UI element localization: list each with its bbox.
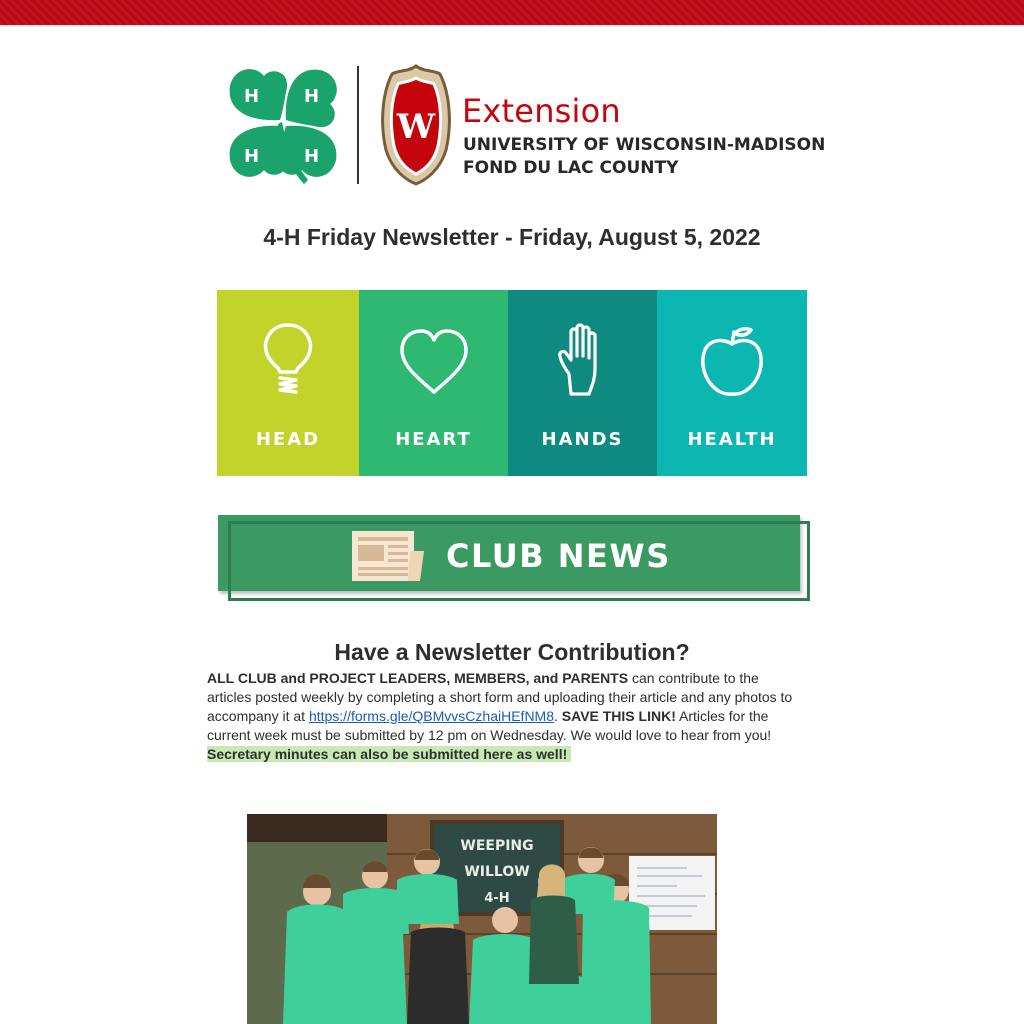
tile-hands	[508, 290, 657, 476]
uw-crest-logo	[378, 64, 454, 186]
clover-letter-1: H	[244, 86, 260, 107]
newspaper-icon	[352, 529, 424, 585]
tile-health	[657, 290, 807, 476]
contribution-text-1: can contribute to the articles posted weekly by completing a short form and uploading their article and any photos to accompany it at	[207, 670, 793, 724]
four-h-clover-logo	[222, 62, 344, 186]
sign-line-1: WEEPING	[460, 838, 534, 854]
logo-divider	[357, 66, 359, 184]
club-news-banner	[218, 515, 810, 603]
clover-letter-2: H	[304, 86, 320, 107]
tile-heart	[359, 290, 508, 476]
contribution-text-3: Articles for the current week must be submitted by 12 pm on Wednesday. We would love to hear from you!	[207, 708, 772, 743]
university-name: UNIVERSITY OF WISCONSIN-MADISON	[463, 135, 826, 155]
sign-line-2: WILLOW	[464, 864, 530, 880]
tile-hands-label: HANDS	[541, 429, 624, 450]
save-link-callout: SAVE THIS LINK!	[561, 708, 676, 724]
crest-letter: W	[396, 107, 436, 147]
secretary-minutes-highlight: Secretary minutes can also be submitted here as well!	[207, 746, 571, 762]
banner-label: CLUB NEWS	[446, 537, 671, 575]
four-h-pillars-graphic	[217, 290, 807, 476]
contribution-heading: Have a Newsletter Contribution?	[334, 639, 690, 665]
hand-icon	[557, 322, 609, 398]
county-name: FOND DU LAC COUNTY	[463, 158, 679, 178]
sign-line-3: 4-H	[484, 891, 510, 906]
contribution-body	[207, 669, 807, 764]
contribution-text-2: .	[554, 708, 562, 724]
lightbulb-icon	[260, 322, 316, 402]
clover-letter-4: H	[304, 146, 320, 167]
header-logo	[222, 62, 826, 188]
contribution-bold-intro: ALL CLUB and PROJECT LEADERS, MEMBERS, and PARENTS	[207, 670, 629, 686]
group-photo-illustration	[247, 814, 717, 1024]
tile-health-label: HEALTH	[687, 429, 777, 450]
extension-wordmark: Extension	[462, 92, 621, 130]
contribution-form-link[interactable]: https://forms.gle/QBMvvsCzhaiHEfNM8	[308, 708, 554, 724]
heart-icon	[398, 328, 470, 398]
top-bar-edge	[0, 25, 1024, 27]
tile-head-label: HEAD	[255, 429, 321, 450]
tile-heart-label: HEART	[395, 429, 472, 450]
clover-letter-3: H	[244, 146, 260, 167]
newsletter-title: 4-H Friday Newsletter - Friday, August 5, 2022	[263, 224, 761, 250]
tile-head	[217, 290, 359, 476]
club-group-photo	[247, 814, 717, 1024]
top-red-bar	[0, 0, 1024, 25]
apple-icon	[699, 324, 765, 400]
